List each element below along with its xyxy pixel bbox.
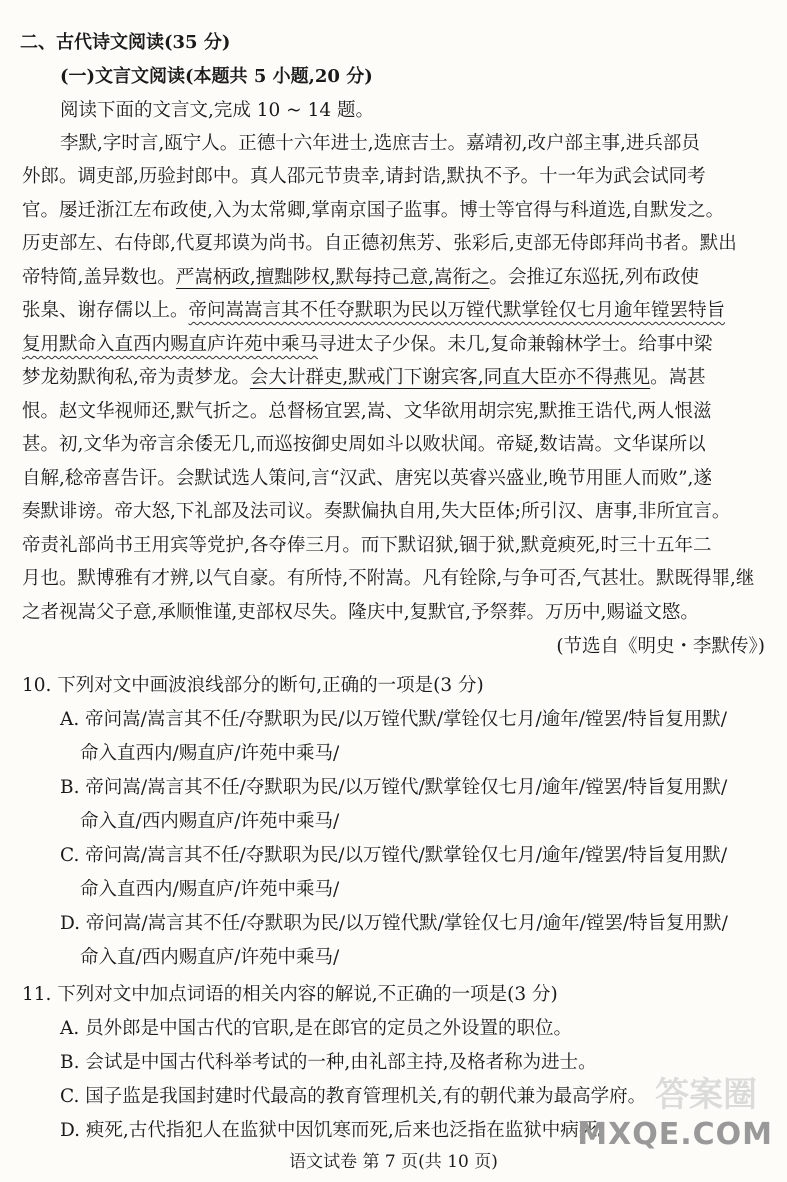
q10-option-c-line2: 命入直西内/赐直庐/许苑中乘马/ — [80, 879, 340, 900]
passage-line: 甚。初,文华为帝言余倭无几,而巡按御史周如斗以败状闻。帝疑,数诘嵩。文华谋所以 — [22, 434, 706, 455]
q10-option-d-line1: D. 帝问嵩/嵩言其不任/夺默职为民/以万镗代默/掌铨仅七月/逾年/镗罢/特旨复用默/ — [60, 913, 728, 934]
underlined-sentence: 会大计群吏,默戒门下谢宾客,同直大臣亦不得燕见 — [249, 367, 651, 388]
question-11-stem: 11. 下列对文中加点词语的相关内容的解说,不正确的一项是(3 分) — [22, 984, 558, 1005]
q11-option-b: B. 会试是中国古代科举考试的一种,由礼部主持,及格者称为进士。 — [60, 1052, 597, 1073]
q11-option-a: A. 员外郎是中国古代的官职,是在郎官的定员之外设置的职位。 — [60, 1018, 573, 1039]
q10-option-d-line2: 命入直/西内赐直庐/许苑中乘马/ — [80, 947, 340, 968]
passage-source: (节选自《明史・李默传》) — [556, 636, 765, 657]
passage-line: 复用默命入直西内赐直庐许苑中乘马寻进太子少保。未几,复命兼翰林学士。给事中梁 — [22, 334, 713, 355]
passage-line: 张臬、谢存儒以上。帝问嵩嵩言其不任夺默职为民以万镗代默掌铨仅七月逾年镗罢特旨 — [22, 300, 726, 321]
subsection-title: (一)文言文阅读(本题共 5 小题,20 分) — [60, 66, 373, 87]
q10-option-a-line1: A. 帝问嵩/嵩言其不任/夺默职为民/以万镗代默/掌铨仅七月/逾年/镗罢/特旨复用默/ — [60, 709, 727, 730]
section-title: 二、古代诗文阅读(35 分) — [20, 32, 231, 53]
question-10-stem: 10. 下列对文中画波浪线部分的断句,正确的一项是(3 分) — [22, 675, 484, 696]
wavy-underlined-passage: 复用默命入直西内赐直庐许苑中乘马 — [22, 334, 319, 355]
q10-option-b-line2: 命入直/西内赐直庐/许苑中乘马/ — [80, 811, 340, 832]
passage-line: 月也。默博雅有才辨,以气自豪。有所恃,不附嵩。凡有铨除,与争可否,气甚壮。默既得罪,继 — [22, 568, 755, 589]
q10-option-a-line2: 命入直西内/赐直庐/许苑中乘马/ — [80, 743, 340, 764]
q11-option-c: C. 国子监是我国封建时代最高的教育管理机关,有的朝代兼为最高学府。 — [60, 1086, 647, 1107]
watermark-url: MXQE.COM — [577, 1117, 773, 1152]
passage-line: 李默,字时言,瓯宁人。正德十六年进士,选庶吉士。嘉靖初,改户部主事,进兵部员 — [60, 133, 700, 154]
wavy-underlined-passage: 帝问嵩嵩言其不任夺默职为民以万镗代默掌铨仅七月逾年镗罢特旨 — [188, 300, 726, 321]
passage-line: 外郎。调吏部,历验封郎中。真人邵元节贵幸,请封诰,默执不予。十一年为武会试同考 — [22, 166, 706, 187]
passage-line: 历吏部左、右侍郎,代夏邦谟为尚书。自正德初焦芳、张彩后,吏部无侍郎拜尚书者。默出 — [22, 233, 737, 254]
passage-line: 梦龙劾默徇私,帝为责梦龙。会大计群吏,默戒门下谢宾客,同直大臣亦不得燕见。嵩甚 — [22, 367, 706, 388]
passage-line: 之者视嵩父子意,承顺惟谨,吏部权尽失。隆庆中,复默官,予祭葬。万历中,赐谥文愍。 — [22, 602, 699, 623]
q10-option-c-line1: C. 帝问嵩/嵩言其不任/夺默职为民/以万镗代/默掌铨仅七月/逾年/镗罢/特旨复用默/ — [60, 845, 728, 866]
page-footer: 语文试卷 第 7 页(共 10 页) — [289, 1152, 498, 1172]
instruction: 阅读下面的文言文,完成 10 ~ 14 题。 — [60, 100, 374, 121]
underlined-sentence: 严嵩柄政,擅黜陟权,默每持己意,嵩衔之 — [175, 267, 490, 288]
passage-line: 帝责礼部尚书王用宾等党护,各夺俸三月。而下默诏狱,锢于狱,默竟瘐死,时三十五年二 — [22, 535, 712, 556]
watermark-logo-text: 答案圈 — [655, 1075, 757, 1115]
passage-line: 恨。赵文华视师还,默气折之。总督杨宜罢,嵩、文华欲用胡宗宪,默推王诰代,两人恨滋 — [22, 401, 712, 422]
passage-line: 自解,稔帝喜告讦。会默试选人策问,言“汉武、唐宪以英睿兴盛业,晚节用匪人而败”,遂 — [22, 468, 712, 489]
passage-line: 帝特简,盖异数也。严嵩柄政,擅黜陟权,默每持己意,嵩衔之。会推辽东巡抚,列布政使 — [22, 267, 699, 288]
passage-line: 奏默诽谤。帝大怒,下礼部及法司议。奏默偏执自用,失大臣体;所引汉、唐事,非所宜言。 — [22, 501, 731, 522]
q11-option-d: D. 瘐死,古代指犯人在监狱中因饥寒而死,后来也泛指在监狱中病死。 — [60, 1120, 616, 1141]
passage-line: 官。屡迁浙江左布政使,入为太常卿,掌南京国子监事。博士等官得与科道选,自默发之。 — [22, 200, 725, 221]
q10-option-b-line1: B. 帝问嵩/嵩言其不任/夺默职为民/以万镗代/默掌铨仅七月/逾年/镗罢/特旨复用默/ — [60, 777, 728, 798]
